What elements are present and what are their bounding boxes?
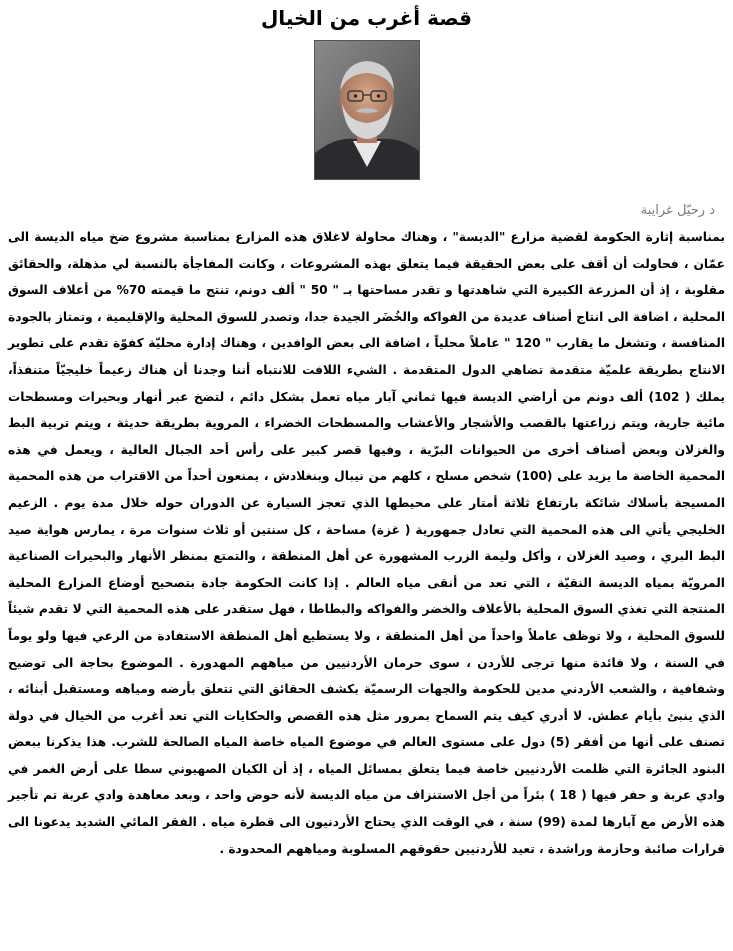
article-title: قصة أغرب من الخيال <box>260 6 473 30</box>
article-body: بمناسبة إثارة الحكومة لقضية مزارع "الديسة" ، وهناك محاولة لاغلاق هذه المزارع بمناسبة مشروع ضخ مياه الديسة الى عمّان ، فحاولت أن أقف على بعض الحقيقة فيما يتعلق بهذه المشروعات ، وكانت المفاجأة بالنسبة لي مذهلة، والحقائق مقلوبة ، إذ أن المزرعة الكبيرة التي شاهدتها و تقدر مساحتها بـ " 50 " ألف دونم، تنتج ما قيمته 70% من أعلاف السوق المحلية ، اضافة الى انتاج أصناف عديدة من الفواكه والخُضَر الجيدة جدا، وتصدر للسوق المحلية والإقليمية ، وتمتاز بالجودة المنافسة ، وتشغل ما يقارب " 120 " عاملاً محلياً ، اضافة الى بعض الوافدين ، وهناك إدارة محليّة كفوّة تقدم على تطوير الانتاج بطريقة علميّة متقدمة تضاهي الدول المتقدمة . الشيء اللافت للانتباه أننا وجدنا أن هناك زعيماً خليجيّاً متنفذاً، يملك ( 102) ألف دونم من أراضي الديسة فيها ثماني آبار مياه تعمل بشكل دائم ، لتضخ عبر أنهار وبحيرات ومسطحات مائية جارية، ويتم زراعتها بالقصب والأشجار والأعشاب والمسطحات الخضراء ، المروية بطريقة حديثة ، ويتم تربية البط والغزلان وبعض أصناف أخرى من الحيوانات البرّية ، وفيها قصر كبير على رأس أحد الجبال العالية ، ويعمل في هذه المحمية الخاصة ما يزيد على (100) شخص مسلح ، كلهم من نيبال وبنغلادش ، يمنعون أحداً من الاقتراب من هذه المحمية المسيجة بأسلاك شائكة بارتفاع ثلاثة أمتار على محيطها الذي تعجز السيارة عن الدوران حوله خلال مدة يوم . الزعيم الخليجي يأتي الى هذه المحمية التي تعادل جمهورية ( غزة) مساحة ، كل سنتين أو ثلاث سنوات مرة ، يمارس هواية صيد البط البري ، وصيد الغزلان ، وأكل وليمة الزرب المشهورة عن أهل المنطقة ، والتمتع بمنظر الأنهار والبحيرات الصناعية المرويّة بمياه الديسة النقيّة ، التي تعد من أنقى مياه العالم . إذا كانت الحكومة جادة بتصحيح أوضاع المزارع المحلية المنتجة التي تغذي السوق المحلية بالأعلاف والخضر والفواكه والبطاطا ، فهل ستقدر على هذه المحمية التي لا تقدم شيئاً للسوق المحلية ، ولا توظف عاملاً واحداً من أهل المنطقة ، ولا يستطيع أهل المنطقة الاستفادة من الرعي فيها ولو يوماً في السنة ، ولا فائدة منها ترجى للأردن ، سوى حرمان الأردنيين من مياههم المهدورة . الموضوع بحاجة الى توضيح وشفافية ، والشعب الأردني مدين للحكومة والجهات الرسميّة بكشف الحقائق التي تتعلق بأرضه ومياهه ومستقبل أبنائه ، الذي ينبئ بأيام عطش. لا أدري كيف يتم السماح بمرور مثل هذه القصص والحكايات التي تعد أغرب من الخيال في دولة تصنف على أنها من أفقر (5) دول على مستوى العالم في موضوع المياه خاصة المياه الصالحة للشرب. هذا يذكرنا ببعض البنود الجائرة التي ظلمت الأردنيين خاصة فيما يتعلق بمسائل المياه ، إذ أن الكيان الصهيوني سطا على أرض الغمر في وادي عربة و حفر فيها ( 18 ) بئراً من أجل الاستنزاف من مياه الديسة لأنه حوض واحد ، وبعد معاهدة وادي عربة تم تأجير هذه الأرض مع آبارها لمدة (99) سنة ، في الوقت الذي يحتاج الأردنيون الى قطرة مياه . الفقر المائي الشديد يدعونا الى قرارات صائبة وحازمة وراشدة ، تعيد للأردنيين حقوقهم المسلوبة ومياههم المحدودة . <box>8 230 726 856</box>
author-photo <box>314 40 420 180</box>
author-portrait-icon <box>315 41 419 179</box>
article-author: د رحيّل غرايبة <box>640 203 715 218</box>
